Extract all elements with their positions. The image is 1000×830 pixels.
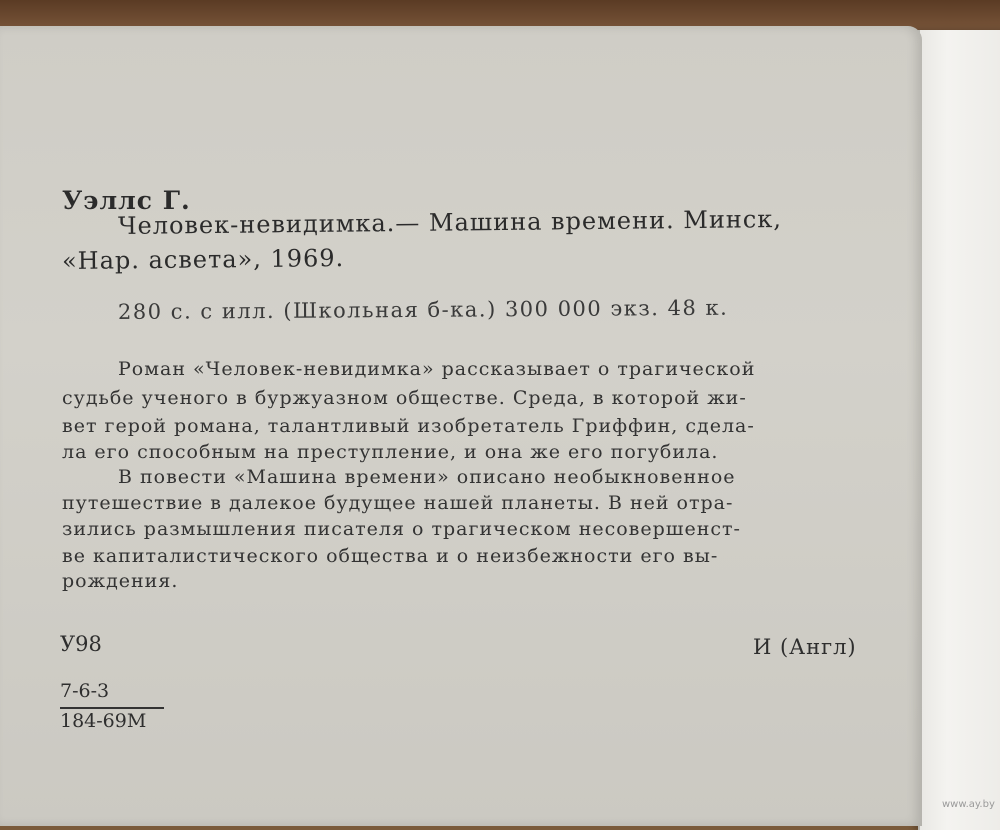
description-line: ве капиталистического общества и о неизбежности его вы- [62, 545, 719, 567]
description-line: Роман «Человек-невидимка» рассказывает о трагической [118, 358, 756, 380]
description-line: вет герой романа, талантливый изобретатель Гриффин, сдела- [62, 415, 755, 437]
fraction-rule [60, 707, 164, 709]
number-bottom: 184-69М [60, 710, 147, 732]
author-name: Уэллс Г. [62, 186, 191, 215]
description-line: судьбе ученого в буржуазном обществе. Среда, в которой жи- [62, 387, 747, 409]
site-watermark: www.ay.by [942, 799, 995, 810]
title-line-1: Человек-невидимка.— Машина времени. Минск, [117, 205, 783, 240]
title-line-2: «Нар. асвета», 1969. [61, 244, 345, 275]
description-line: зились размышления писателя о трагическом несовершенст- [62, 518, 741, 540]
publication-specs: 280 с. с илл. (Школьная б-ка.) 300 000 экз. 48 к. [117, 295, 729, 324]
description-line: ла его способным на преступление, и она же его погубила. [62, 441, 719, 463]
description-line: рождения. [62, 570, 179, 592]
classification-code: У98 [60, 632, 102, 656]
next-page-edge [918, 30, 1000, 830]
description-line: путешествие в далекое будущее нашей планеты. В ней отра- [62, 492, 734, 514]
index-code: И (Англ) [753, 635, 857, 659]
number-top: 7-6-3 [60, 680, 110, 702]
description-line: В повести «Машина времени» описано необыкновенное [118, 466, 736, 488]
